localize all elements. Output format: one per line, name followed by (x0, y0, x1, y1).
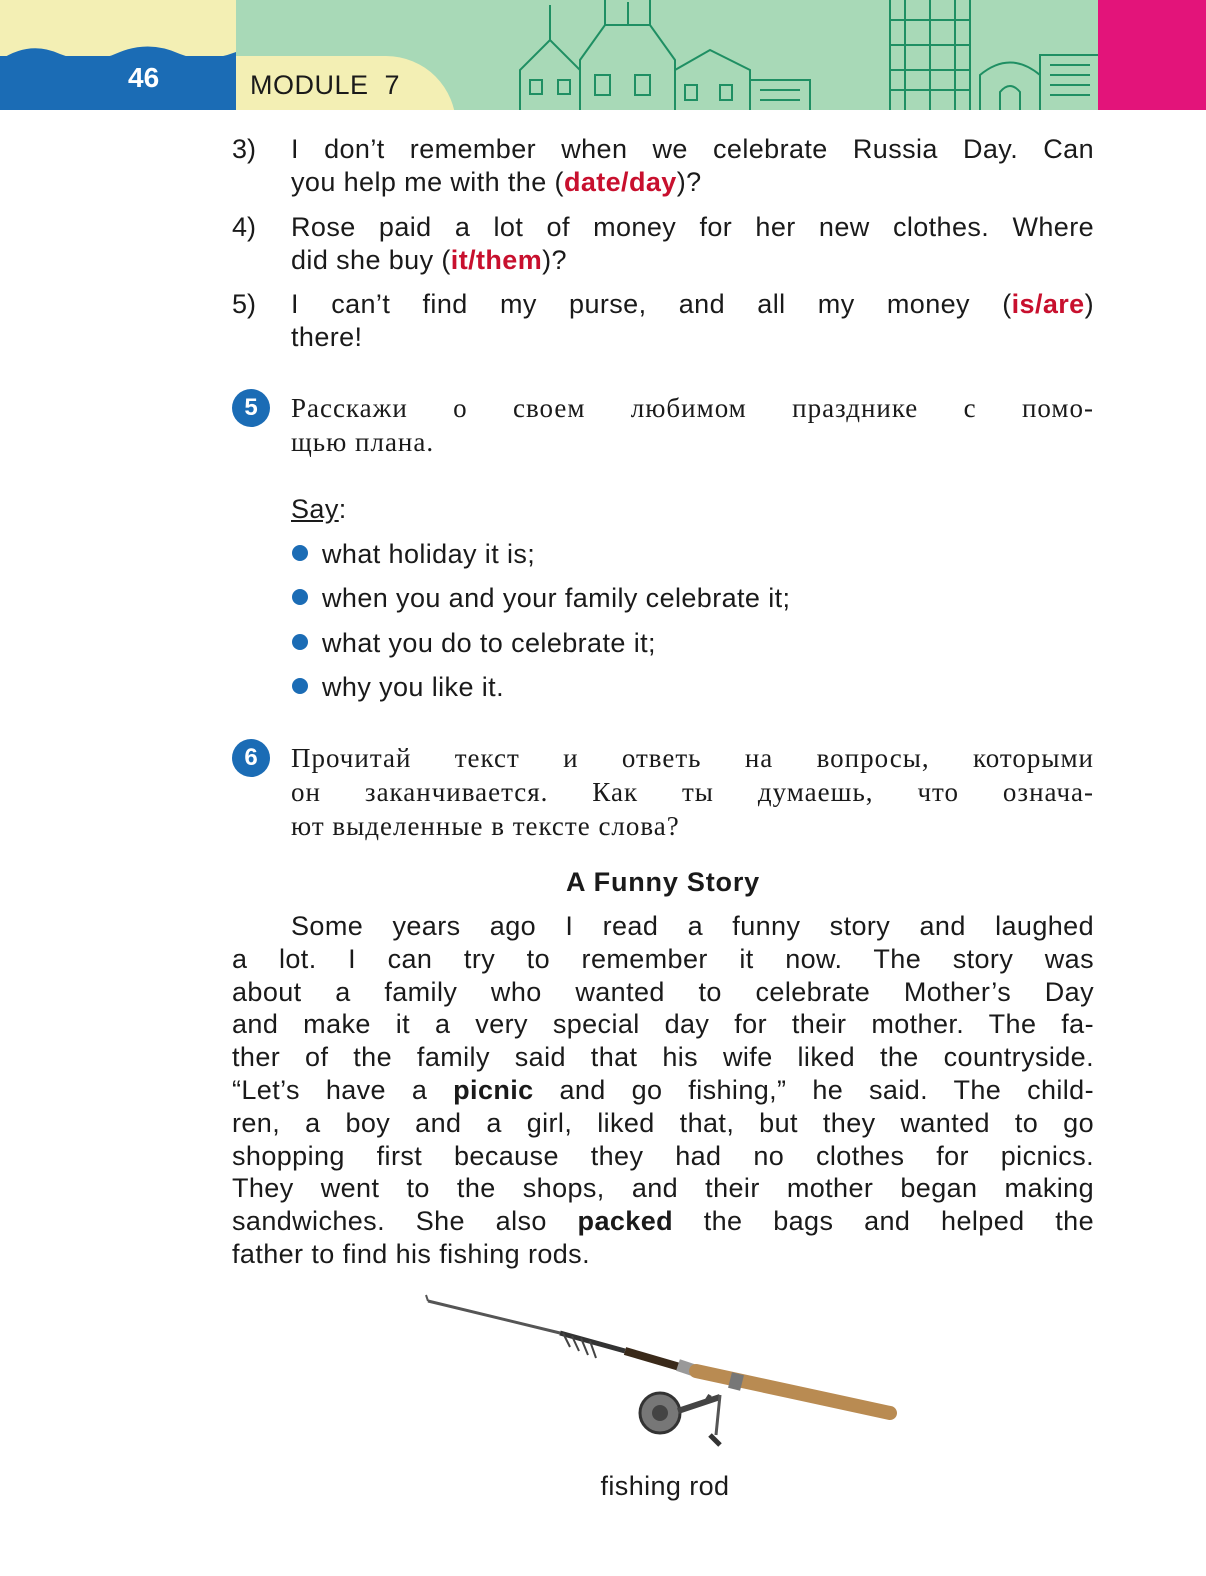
bullet-dot-icon (292, 545, 308, 561)
header-blue-band (0, 56, 236, 110)
story-title: A Funny Story (566, 867, 760, 897)
item-5-line2: there! (291, 322, 363, 352)
story-line: ther of the family said that his wife liked the countryside. (232, 1042, 1094, 1072)
exercise-5-instruction-line2: щью плана. (291, 427, 435, 457)
exercise-6-badge: 6 (232, 739, 270, 777)
bullet-dot-icon (292, 678, 308, 694)
module-label: MODULE 7 (250, 70, 401, 100)
page-header (0, 0, 1206, 110)
item-4-line2: did she buy (it/them)? (291, 245, 567, 275)
story-line: father to find his fishing rods. (232, 1239, 590, 1269)
item-3-line2: you help me with the (date/day)? (291, 167, 702, 197)
story-line: and make it a very special day for their mother. The fa- (232, 1009, 1094, 1039)
item-number: 3) (232, 134, 257, 164)
story-line: about a family who wanted to celebrate Mother’s Day (232, 977, 1094, 1007)
plan-bullet: what you do to celebrate it; (292, 627, 656, 660)
page-number: 46 (128, 62, 160, 93)
exercise-6-instruction-line2: он заканчивается. Как ты думаешь, что означа- (291, 777, 1094, 807)
exercise-5-instruction-line1: Расскажи о своем любимом празднике с помо- (291, 393, 1094, 423)
exercise-5-badge: 5 (232, 389, 270, 427)
keyword-packed: packed (577, 1206, 673, 1236)
plan-bullet: what holiday it is; (292, 538, 535, 571)
item-3-line1: I don’t remember when we celebrate Russia Day. Can (291, 134, 1094, 164)
bullet-dot-icon (292, 634, 308, 650)
exercise-6-instruction-line1: Прочитай текст и ответь на вопросы, которыми (291, 743, 1094, 773)
plan-bullet: when you and your family celebrate it; (292, 582, 790, 615)
header-pink-band (1098, 0, 1206, 110)
image-caption: fishing rod (600, 1471, 730, 1501)
story-line: sandwiches. She also packed the bags and helped the (232, 1206, 1094, 1236)
item-4-line1: Rose paid a lot of money for her new clothes. Where (291, 212, 1094, 242)
story-line: shopping first because they had no clothes for picnics. (232, 1141, 1094, 1171)
fishing-rod-image (420, 1285, 910, 1465)
say-label: Say: (291, 494, 347, 524)
choice-it-them: it/them (450, 245, 543, 275)
story-line: Some years ago I read a funny story and laughed (291, 911, 1094, 941)
story-line: a lot. I can try to remember it now. The story was (232, 944, 1094, 974)
item-number: 5) (232, 289, 257, 319)
item-5-line1: I can’t find my purse, and all my money (is/are) (291, 289, 1094, 319)
city-skyline-illustration (510, 0, 1098, 110)
keyword-picnic: picnic (453, 1075, 534, 1105)
item-number: 4) (232, 212, 257, 242)
story-line: ren, a boy and a girl, liked that, but they wanted to go (232, 1108, 1094, 1138)
choice-date-day: date/day (563, 167, 677, 197)
bullet-dot-icon (292, 589, 308, 605)
choice-is-are: is/are (1011, 289, 1085, 319)
exercise-6-instruction-line3: ют выделенные в тексте слова? (291, 811, 680, 841)
story-line: They went to the shops, and their mother began making (232, 1173, 1094, 1203)
story-line: “Let’s have a picnic and go fishing,” he said. The child- (232, 1075, 1094, 1105)
plan-bullet: why you like it. (292, 671, 504, 704)
